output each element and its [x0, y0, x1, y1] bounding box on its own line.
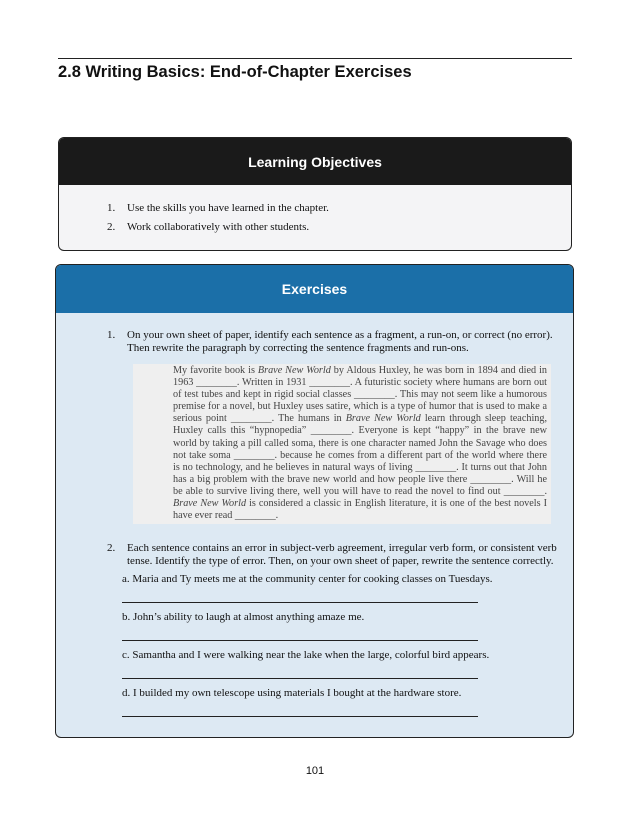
- passage-text: is considered a classic in English literature, it is one of the best novels I have ever read ________.: [173, 498, 548, 522]
- list-item-text: Work collaboratively with other students.: [127, 221, 310, 233]
- passage-text: by Aldous Huxley, he was born in 1894 and died in 1963 ________. Written in 1931 ________. A futuristic society where humans are born out of test tubes and kept in rigid social classes ________. This may not seem like a humorous premise for a novel, but Huxley uses satire, which is a type of humor that is used to make a serious point ________. The humans in: [173, 365, 548, 425]
- answer-line: [122, 716, 478, 717]
- list-number: 1.: [107, 202, 116, 214]
- list-item: [107, 542, 562, 568]
- answer-line: [122, 640, 478, 641]
- book-title: Brave New World: [257, 365, 331, 376]
- learning-objectives-box: [58, 137, 572, 251]
- exercise-1-passage: [133, 364, 551, 524]
- list-item: [107, 221, 329, 234]
- book-title: Brave New World: [345, 413, 421, 425]
- exercise-2-item-a: a. Maria and Ty meets me at the community center for cooking classes on Tuesdays.: [122, 573, 493, 585]
- list-number: 1.: [107, 329, 116, 341]
- learning-objectives-heading: Learning Objectives: [59, 138, 571, 185]
- list-item: [107, 202, 329, 215]
- list-item-text: Use the skills you have learned in the chapter.: [127, 202, 329, 214]
- exercise-2-item-d: d. I builded my own telescope using materials I bought at the hardware store.: [122, 687, 462, 699]
- list-number: 2.: [107, 542, 116, 554]
- book-title: Brave New World: [173, 498, 247, 510]
- page-number: 101: [305, 765, 325, 777]
- exercises-box: [55, 264, 574, 738]
- learning-objectives-list: [107, 202, 329, 240]
- list-number: 2.: [107, 221, 116, 233]
- answer-line: [122, 602, 478, 603]
- exercise-1: [107, 329, 562, 355]
- answer-line: [122, 678, 478, 679]
- passage-text: My favorite book is: [173, 365, 258, 376]
- exercise-2-item-b: b. John’s ability to laugh at almost anything amaze me.: [122, 611, 365, 623]
- exercises-heading: Exercises: [56, 265, 573, 313]
- passage-text: learn through sleep teaching, Huxley calls this “hypnopedia” ________. Everyone is kept “happy” in the brave new world by taking a pill called soma, there is one character named John the Savage who does not take soma ________. because he comes from a different part of the world where there is no technology, and he believes in natural ways of living ________. It turns out that John has a big problem with the brave new world and how people live there ________. Will he be able to survive living there, well you will have to read the novel to find out ________.: [173, 413, 548, 497]
- exercise-2-instructions: Each sentence contains an error in subject-verb agreement, irregular verb form, or consistent verb tense. Identify the type of error. Then, on your own sheet of paper, rewrite the sentence correctly.: [127, 542, 557, 567]
- exercise-2-item-c: c. Samantha and I were walking near the lake when the large, colorful bird appears.: [122, 649, 490, 661]
- header-rule: [58, 58, 572, 59]
- page-title: 2.8 Writing Basics: End-of-Chapter Exercises: [58, 63, 412, 81]
- list-item: [107, 329, 562, 355]
- exercise-2: [107, 542, 562, 568]
- exercise-1-instructions: On your own sheet of paper, identify each sentence as a fragment, a run-on, or correct (no error). Then rewrite the paragraph by correcting the sentence fragments and run-ons.: [127, 329, 553, 354]
